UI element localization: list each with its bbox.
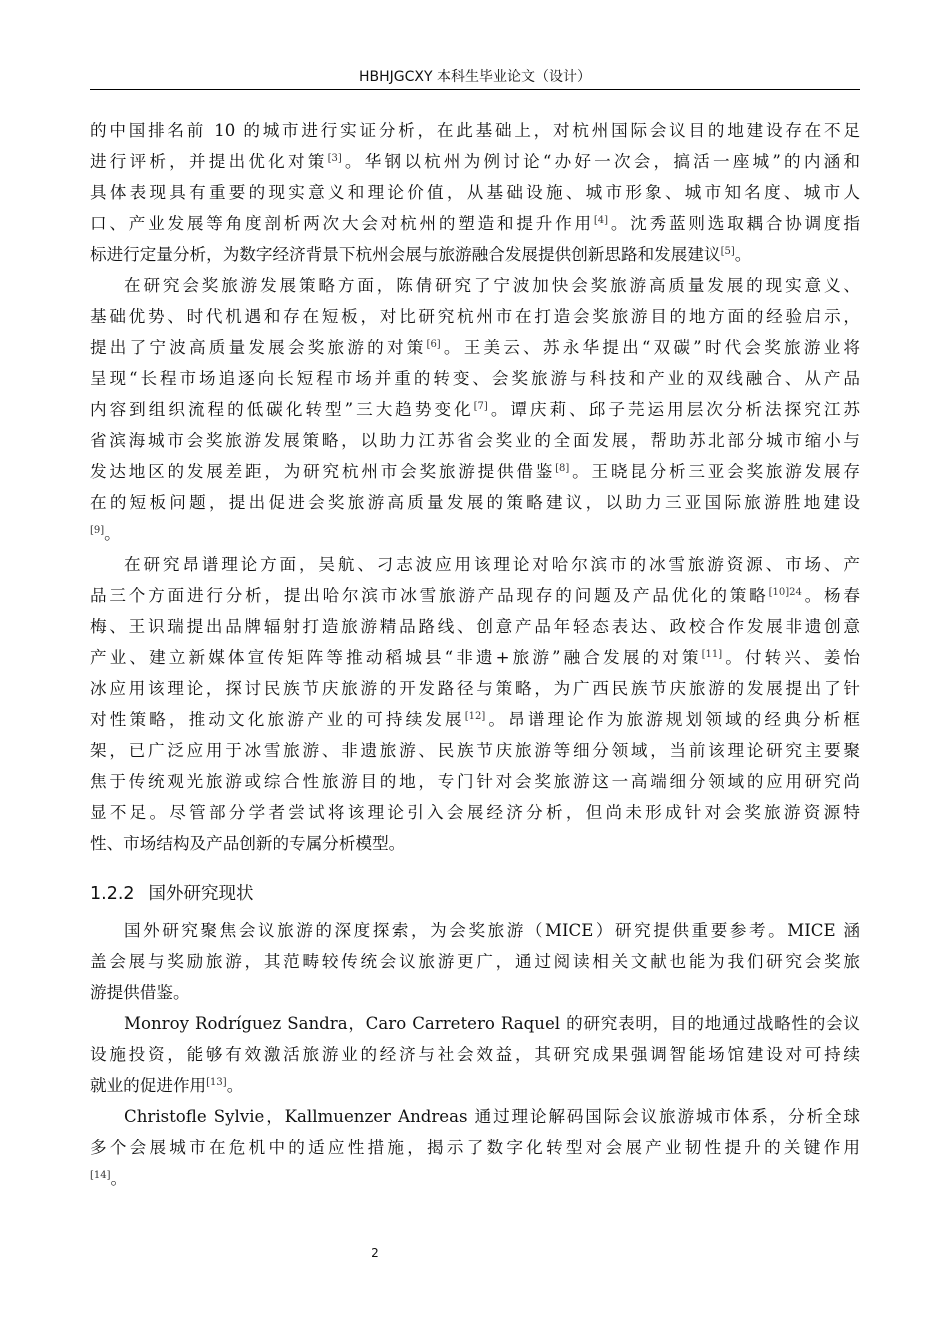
citation: [6] [426, 339, 441, 350]
body-text [90, 115, 860, 1194]
text-line: 基础优势、时代机遇和存在短板，对比研究杭州市在打造会奖旅游目的地方面的经验启示， [90, 307, 860, 326]
text-line: Monroy Rodríguez Sandra，Caro Carretero Raquel 的研究表明，目的地通过战略性的会议 [124, 1014, 860, 1033]
text-line: [9]。 [90, 524, 121, 543]
citation: [8] [555, 463, 570, 474]
citation: [12] [464, 711, 486, 722]
header-rule [90, 89, 860, 90]
text-line: 游提供借鉴。 [90, 983, 190, 1002]
text-line: 盖会展与奖励旅游，其范畴较传统会议旅游更广，通过阅读相关文献也能为我们研究会奖旅 [90, 952, 860, 971]
citation: [14] [90, 1170, 111, 1181]
text-line: 多个会展城市在危机中的适应性措施，揭示了数字化转型对会展产业韧性提升的关键作用 [90, 1138, 860, 1157]
text-line: 具体表现具有重要的现实意义和理论价值，从基础设施、城市形象、城市知名度、城市人 [90, 183, 860, 202]
text-line: Christofle Sylvie，Kallmuenzer Andreas 通过理论解码国际会议旅游城市体系，分析全球 [124, 1107, 860, 1126]
section-number: 1.2.2 [90, 884, 135, 904]
citation: [11] [701, 649, 723, 660]
text-line: 口、产业发展等角度剖析两次大会对杭州的塑造和提升作用[4]。沈秀蓝则选取耦合协调度指 [90, 214, 861, 233]
citation: [4] [593, 215, 609, 226]
section-title: 国外研究现状 [148, 884, 254, 904]
text-line: 发达地区的发展差距，为研究杭州市会奖旅游提供借鉴[8]。王晓昆分析三亚会奖旅游发展存 [90, 462, 860, 481]
paragraph [90, 915, 860, 1008]
text-line: 产业、建立新媒体宣传矩阵等推动稻城县“非遗+旅游”融合发展的对策[11]。付转兴、姜怡 [90, 648, 861, 667]
text-line: 焦于传统观光旅游或综合性旅游目的地，专门针对会奖旅游这一高端细分领域的应用研究尚 [90, 772, 860, 791]
text-line: [14]。 [90, 1169, 128, 1188]
citation: [10]24 [768, 587, 802, 598]
citation: [7] [473, 401, 488, 412]
text-line: 内容到组织流程的低碳化转型”三大趋势变化[7]。谭庆莉、邱子芫运用层次分析法探究江苏 [90, 400, 861, 419]
paragraph [90, 115, 860, 270]
text-line: 架，已广泛应用于冰雪旅游、非遗旅游、民族节庆旅游等细分领域，当前该理论研究主要聚 [90, 741, 860, 760]
text-line: 冰应用该理论，探讨民族节庆旅游的开发路径与策略，为广西民族节庆旅游的发展提出了针 [90, 679, 860, 698]
paragraph [90, 270, 860, 549]
text-line: 的中国排名前 10 的城市进行实证分析，在此基础上，对杭州国际会议目的地建设存在不足 [90, 121, 860, 140]
text-line: 就业的促进作用[13]。 [90, 1076, 244, 1095]
citation: [3] [327, 153, 342, 164]
text-line: 在的短板问题，提出促进会奖旅游高质量发展的策略建议，以助力三亚国际旅游胜地建设 [90, 493, 860, 512]
text-line: 国外研究聚焦会议旅游的深度探索，为会奖旅游（MICE）研究提供重要参考。MICE 涵 [124, 921, 860, 940]
text-line: 提出了宁波高质量发展会奖旅游的对策[6]。王美云、苏永华提出“双碳”时代会奖旅游业将 [90, 338, 861, 357]
citation: [9] [90, 525, 105, 536]
text-line: 显不足。尽管部分学者尝试将该理论引入会展经济分析，但尚未形成针对会奖旅游资源特 [90, 803, 860, 822]
text-line: 在研究昂谱理论方面，吴航、刁志波应用该理论对哈尔滨市的冰雪旅游资源、市场、产 [124, 555, 860, 574]
running-header: HBHJGCXY 本科生毕业论文（设计） [358, 69, 591, 85]
paragraph [90, 1008, 860, 1101]
text-line: 梅、王识瑞提出品牌辐射打造旅游精品路线、创意产品年轻态表达、政校合作发展非遗创意 [90, 617, 860, 636]
text-line: 设施投资，能够有效激活旅游业的经济与社会效益，其研究成果强调智能场馆建设对可持续 [90, 1045, 860, 1064]
text-line: 在研究会奖旅游发展策略方面，陈倩研究了宁波加快会奖旅游高质量发展的现实意义、 [124, 276, 860, 295]
citation: [5] [720, 246, 735, 257]
text-line: 品三个方面进行分析，提出哈尔滨市冰雪旅游产品现存的问题及产品优化的策略$^{[10]24}$。杨春 [90, 586, 861, 605]
text-line: 对性策略，推动文化旅游产业的可持续发展[12]。昂谱理论作为旅游规划领域的经典分析框 [90, 710, 860, 729]
citation: [13] [206, 1077, 227, 1088]
text-line: 省滨海城市会奖旅游发展策略，以助力江苏省会奖业的全面发展，帮助苏北部分城市缩小与 [90, 431, 860, 450]
section-heading [90, 877, 860, 911]
paragraph [90, 1101, 860, 1194]
text-line: 标进行定量分析，为数字经济背景下杭州会展与旅游融合发展提供创新思路和发展建议[5]。 [90, 245, 752, 264]
text-line: 进行评析，并提出优化对策[3]。华钢以杭州为例讨论“办好一次会，搞活一座城”的内涵和 [90, 152, 861, 171]
text-line: 呈现“长程市场追逐向长短程市场并重的转变、会奖旅游与科技和产业的双线融合、从产品 [90, 369, 860, 388]
page-number: 2 [371, 1246, 379, 1260]
paragraph [90, 549, 860, 859]
text-line: 性、市场结构及产品创新的专属分析模型。 [90, 834, 406, 853]
